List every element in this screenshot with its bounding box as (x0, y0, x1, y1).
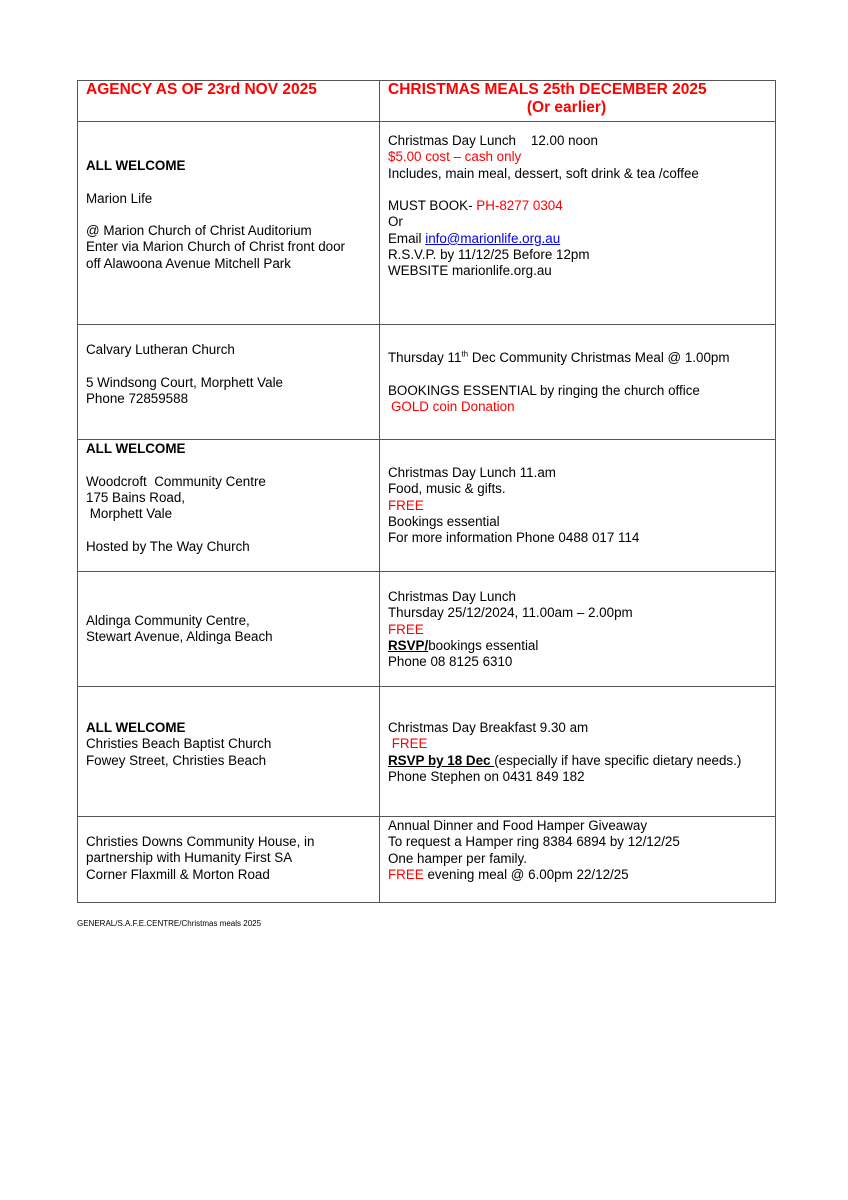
agency-address: Enter via Marion Church of Christ front door (86, 239, 345, 255)
meal-includes: Includes, main meal, dessert, soft drink & tea /coffee (388, 165, 699, 181)
meal-title: Christmas Day Lunch 11.am (388, 465, 556, 480)
must-book-line (388, 198, 775, 214)
bookings-text: Bookings essential (388, 513, 500, 529)
rsvp-text: (especially if have specific dietary needs.) (494, 752, 742, 768)
email-link[interactable]: info@marionlife.org.au (425, 230, 561, 246)
bookings-text: BOOKINGS ESSENTIAL by ringing the church office (388, 382, 700, 398)
agency-address: @ Marion Church of Christ Auditorium (86, 223, 312, 239)
table-header-row (78, 81, 776, 122)
agency-address: 5 Windsong Court, Morphett Vale (86, 374, 283, 390)
contact-phone: Phone Stephen on 0431 849 182 (388, 768, 585, 784)
agency-cell (78, 122, 380, 325)
meal-title: Christmas Day Breakfast 9.30 am (388, 720, 589, 735)
meal-cell (380, 122, 776, 325)
agency-name: Woodcroft Community Centre (86, 473, 266, 489)
agency-header: AGENCY AS OF 23rd NOV 2025 (78, 81, 380, 122)
free-meal-line (388, 867, 775, 883)
email-line (388, 231, 775, 247)
agency-cell (78, 572, 380, 687)
meal-description: Food, music & gifts. (388, 481, 506, 497)
agency-address: off Alawoona Avenue Mitchell Park (86, 255, 291, 271)
meal-cell (380, 325, 776, 440)
meal-description: Dec Community Christmas Meal @ 1.00pm (468, 350, 730, 365)
agency-name: Aldinga Community Centre, (86, 613, 250, 628)
agency-name: Calvary Lutheran Church (86, 342, 235, 357)
or-label: Or (388, 214, 403, 230)
agency-address: 175 Bains Road, (86, 489, 186, 505)
agency-cell (78, 687, 380, 817)
rsvp-text: bookings essential (428, 637, 539, 653)
table-row (78, 122, 776, 325)
hamper-request: To request a Hamper ring 8384 6894 by 12/12/25 (388, 834, 680, 850)
meal-cell (380, 687, 776, 817)
agency-name: Christies Downs Community House, in (86, 834, 315, 849)
christmas-meals-table (77, 80, 776, 903)
agency-phone: Phone 72859588 (86, 390, 189, 406)
document-footer-path: GENERAL/S.A.F.E.CENTRE/Christmas meals 2025 (77, 919, 262, 928)
website-text: WEBSITE marionlife.org.au (388, 263, 552, 279)
rsvp-label: RSVP/ (388, 637, 429, 653)
table-row (78, 325, 776, 440)
agency-address: Fowey Street, Christies Beach (86, 752, 267, 768)
meal-cost: $5.00 cost – cash only (388, 149, 522, 165)
agency-address: Corner Flaxmill & Morton Road (86, 866, 270, 882)
rsvp-line (388, 638, 775, 654)
free-label: FREE (388, 866, 424, 882)
contact-phone: Phone 08 8125 6310 (388, 654, 513, 670)
all-welcome-label: ALL WELCOME (86, 158, 186, 173)
table-row (78, 687, 776, 817)
agency-name: Marion Life (86, 190, 153, 206)
meal-cell (380, 572, 776, 687)
agency-cell (78, 325, 380, 440)
email-label: Email (388, 230, 426, 246)
meal-datetime: Thursday 25/12/2024, 11.00am – 2.00pm (388, 605, 633, 621)
booking-phone: PH-8277 0304 (476, 198, 563, 214)
agency-cell (78, 817, 380, 903)
rsvp-label: RSVP by 18 Dec (388, 752, 495, 768)
agency-cell (78, 440, 380, 572)
agency-address: Morphett Vale (86, 506, 173, 522)
free-label: FREE (388, 736, 428, 752)
agency-name: Christies Beach Baptist Church (86, 736, 272, 752)
meals-header-title: CHRISTMAS MEALS 25th DECEMBER 2025 (388, 81, 707, 98)
info-phone: For more information Phone 0488 017 114 (388, 530, 640, 546)
meals-header (380, 81, 776, 122)
meal-cell (380, 440, 776, 572)
meal-title: Annual Dinner and Food Hamper Giveaway (388, 818, 648, 833)
meal-title: Christmas Day Lunch (388, 589, 517, 604)
hamper-limit: One hamper per family. (388, 850, 527, 866)
table-row (78, 440, 776, 572)
rsvp-line (388, 753, 775, 769)
must-book-label: MUST BOOK- (388, 198, 477, 214)
all-welcome-label: ALL WELCOME (86, 720, 186, 735)
table-row (78, 572, 776, 687)
meal-cell (380, 817, 776, 903)
ordinal-suffix: th (461, 349, 469, 359)
agency-partner: partnership with Humanity First SA (86, 850, 293, 866)
free-label: FREE (388, 497, 424, 513)
meals-header-subtitle: (Or earlier) (526, 99, 607, 116)
meal-title (388, 350, 775, 366)
meal-day: Thursday 11 (388, 350, 462, 365)
donation-text: GOLD coin Donation (391, 398, 515, 414)
table-row (78, 817, 776, 903)
free-label: FREE (388, 621, 424, 637)
hosted-by: Hosted by The Way Church (86, 538, 250, 554)
all-welcome-label: ALL WELCOME (86, 441, 186, 456)
meal-title: Christmas Day Lunch 12.00 noon (388, 133, 598, 148)
agency-address: Stewart Avenue, Aldinga Beach (86, 629, 273, 645)
rsvp-text: R.S.V.P. by 11/12/25 Before 12pm (388, 247, 590, 263)
free-meal-text: evening meal @ 6.00pm 22/12/25 (423, 866, 629, 882)
